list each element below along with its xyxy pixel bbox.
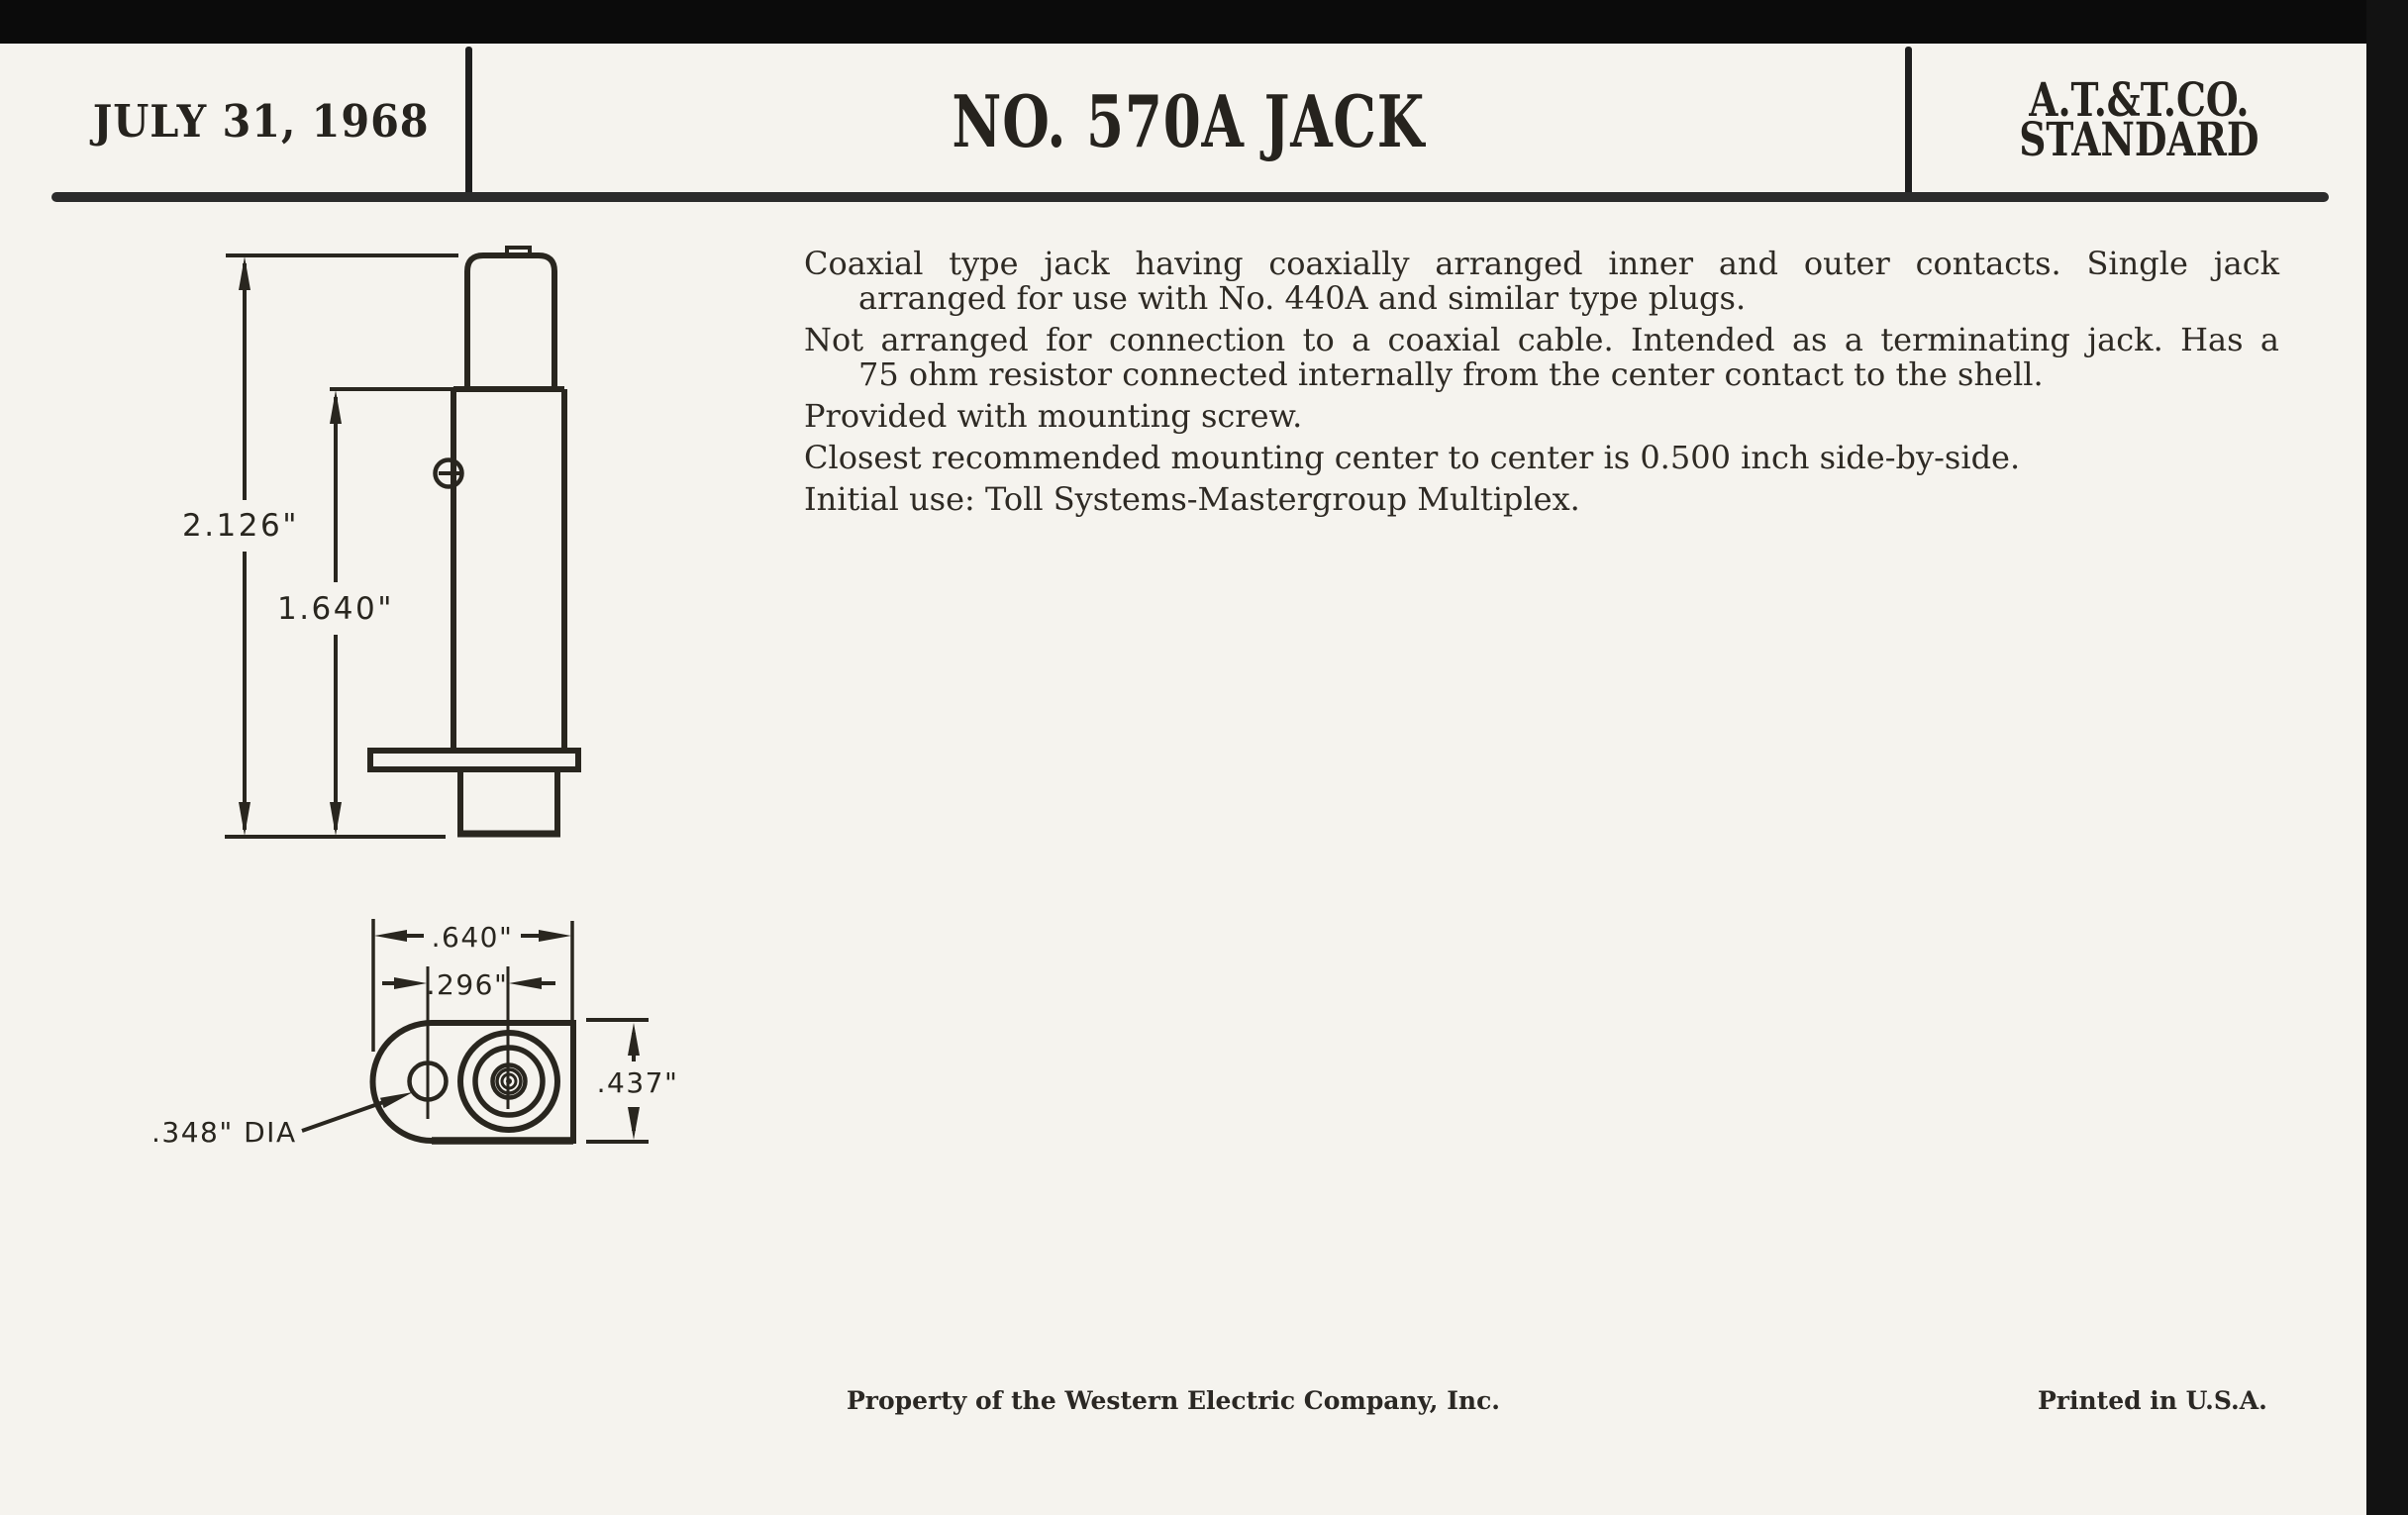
dim-body-height-label: 1.640" <box>276 591 395 627</box>
arrowhead-down <box>330 802 342 836</box>
technical-drawing <box>99 228 713 1168</box>
header <box>0 44 2366 198</box>
org-line2: STANDARD <box>2019 113 2259 167</box>
header-title-cell <box>472 44 1905 198</box>
header-rule <box>51 192 2329 202</box>
paragraph-line: Coaxial type jack having coaxially arranged inner and outer contacts. Single jack <box>804 245 2279 282</box>
paragraph <box>804 323 2279 392</box>
dim-flange-width-label: .640" <box>431 921 514 954</box>
footer-printed-note: Printed in U.S.A. <box>2038 1386 2267 1415</box>
scan-top-border <box>0 0 2408 44</box>
dim-overall-height-label: 2.126" <box>181 508 300 544</box>
org-designation <box>2019 73 2259 167</box>
arrowhead-left <box>374 930 407 942</box>
dim-flange-depth-label: .437" <box>596 1066 679 1099</box>
header-org-cell <box>1912 44 2366 198</box>
arrowhead-up <box>330 390 342 424</box>
paragraph <box>804 247 2279 316</box>
mounting-flange <box>370 751 578 769</box>
org-line1: A.T.&T.CO. <box>2029 73 2250 128</box>
leader-line <box>302 1099 392 1131</box>
arrowhead-down <box>628 1107 640 1140</box>
header-divider-left <box>465 47 472 197</box>
body-sides <box>453 389 564 751</box>
plan-view <box>151 919 678 1149</box>
dim-hole-centers-label: .296" <box>426 968 509 1001</box>
scan-right-border <box>2366 0 2408 1515</box>
paragraph: Closest recommended mounting center to center is 0.500 inch side-by-side. <box>804 439 2021 476</box>
arrowhead-up <box>628 1023 640 1056</box>
footer-property-note: Property of the Western Electric Company, Inc. <box>847 1386 1501 1415</box>
header-divider-right <box>1905 47 1912 197</box>
paragraph-line: 75 ohm resistor connected internally from the center contact to the shell. <box>858 355 2044 393</box>
arrowhead-right <box>394 977 427 989</box>
paragraph: Initial use: Toll Systems-Mastergroup Multiplex. <box>804 480 1580 518</box>
dim-hole-dia-label: .348" DIA <box>151 1116 297 1149</box>
jack-plug-cap-outline <box>467 255 554 389</box>
description-block <box>804 247 2279 524</box>
arrowhead-down <box>239 802 251 836</box>
paragraph-line: arranged for use with No. 440A and similar type plugs. <box>858 279 1747 317</box>
lower-stem-sides <box>460 769 557 834</box>
paragraph-line: Not arranged for connection to a coaxial cable. Intended as a terminating jack. Has a <box>804 321 2279 358</box>
leader-arrowhead <box>380 1092 413 1108</box>
side-view <box>182 248 578 837</box>
jack-center-contact <box>506 1078 512 1084</box>
arrowhead-left <box>509 977 542 989</box>
arrowhead-up <box>239 256 251 290</box>
arrowhead-right <box>539 930 571 942</box>
page-title: NO. 570A JACK <box>952 78 1426 163</box>
paragraph: Provided with mounting screw. <box>804 397 1303 435</box>
issue-date: JULY 31, 1968 <box>93 94 430 148</box>
header-date-cell <box>0 44 465 198</box>
